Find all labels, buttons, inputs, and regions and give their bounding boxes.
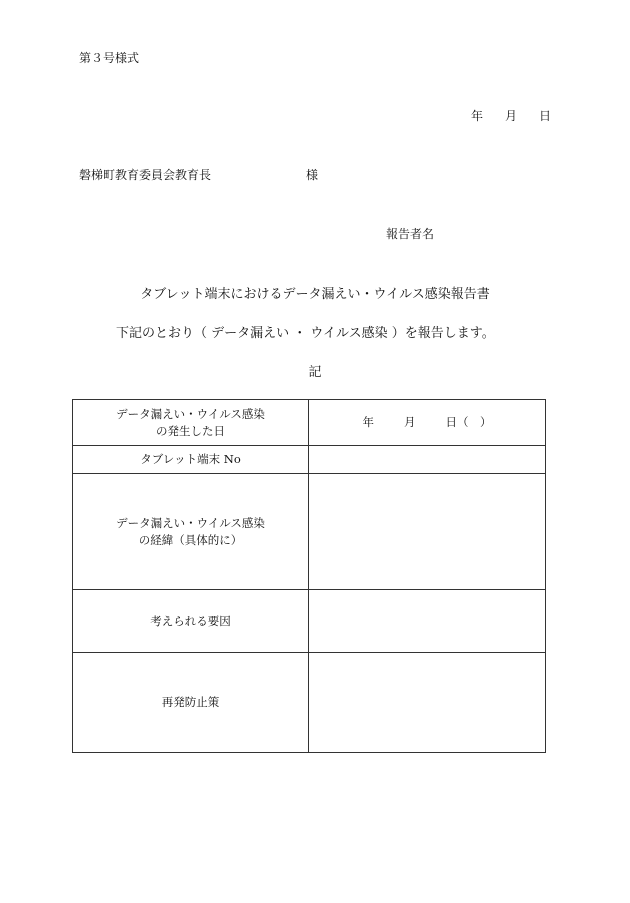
table-row-tablet-no xyxy=(73,446,546,474)
occurrence-date-label: データ漏えい・ウイルス感染 の発生した日 xyxy=(73,400,309,446)
table-row-occurrence-date xyxy=(73,400,546,446)
report-statement: 下記のとおり（ データ漏えい ・ ウイルス感染 ）を報告します。 xyxy=(116,326,495,341)
circumstances-label: データ漏えい・ウイルス感染 の経緯（具体的に） xyxy=(73,474,309,590)
date-day: 日 xyxy=(539,109,552,123)
document-title: タブレット端末におけるデータ漏えい・ウイルス感染報告書 xyxy=(140,287,490,302)
addressee: 磐梯町教育委員会教育長 xyxy=(79,168,212,182)
causes-label: 考えられる要因 xyxy=(73,590,309,653)
occurrence-month: 月 xyxy=(404,415,416,429)
report-table xyxy=(72,399,546,753)
tablet-no-field[interactable] xyxy=(309,446,546,474)
ki-heading: 記 xyxy=(308,365,322,380)
table-row-prevention xyxy=(73,653,546,753)
table-row-circumstances xyxy=(73,474,546,590)
table-row-causes xyxy=(73,590,546,653)
date-year: 年 xyxy=(471,109,484,123)
occurrence-date-field[interactable] xyxy=(309,400,546,446)
circumstances-field[interactable] xyxy=(309,474,546,590)
prevention-field[interactable] xyxy=(309,653,546,753)
tablet-no-label: タブレット端末 No xyxy=(73,446,309,474)
report-date xyxy=(471,107,551,124)
reporter-name-label: 報告者名 xyxy=(386,227,435,241)
causes-field[interactable] xyxy=(309,590,546,653)
prevention-label: 再発防止策 xyxy=(73,653,309,753)
honorific: 様 xyxy=(306,168,319,182)
date-month: 月 xyxy=(505,109,518,123)
occurrence-year: 年 xyxy=(362,415,374,429)
form-number: 第３号様式 xyxy=(79,51,140,65)
occurrence-day: 日（ ） xyxy=(445,415,492,429)
